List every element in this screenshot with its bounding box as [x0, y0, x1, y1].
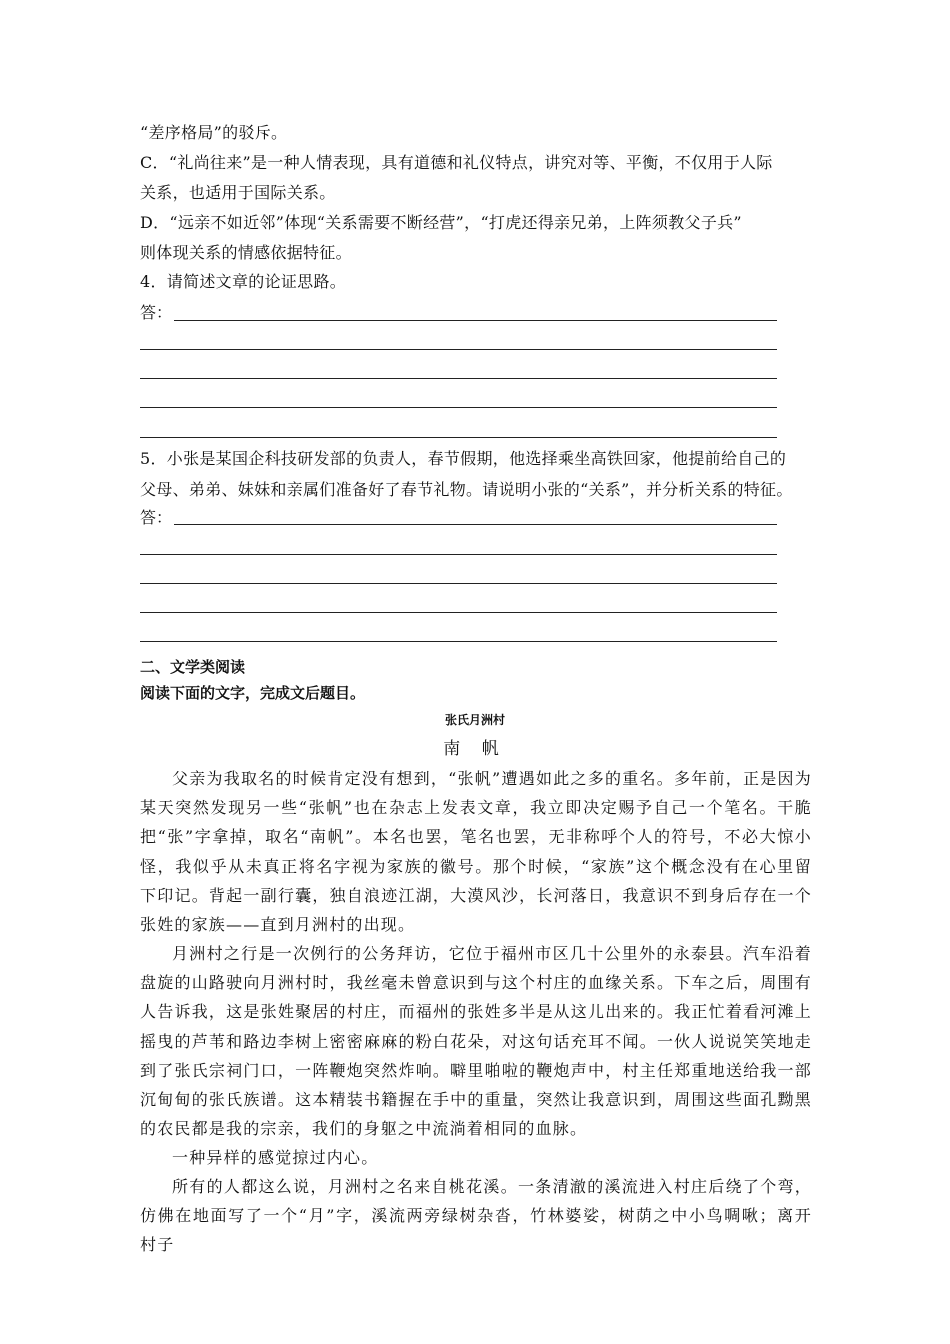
question-5-answer-line[interactable]: [140, 641, 777, 642]
option-c-line2: 关系，也适用于国际关系。: [140, 183, 336, 202]
article-paragraph-2: 月洲村之行是一次例行的公务拜访，它位于福州市区几十公里外的永泰县。汽车沿着盘旋的山路驶向月洲村时，我丝毫未曾意识到与这个村庄的血缘关系。下车之后，周围有人告诉我，这是张姓聚居的村庄，而福州的张姓多半是从这儿出来的。我正忙着看河滩上摇曳的芦苇和路边李树上密密麻麻的粉白花朵，对这句话充耳不闻。一伙人说说笑笑地走到了张氏宗祠门口，一阵鞭炮突然炸响。噼里啪啦的鞭炮声中，村主任郑重地送给我一部沉甸甸的张氏族谱。这本精装书籍握在手中的重量，突然让我意识到，周围这些面孔黝黑的农民都是我的宗亲，我们的身躯之中流淌着相同的血脉。: [140, 944, 812, 1139]
question-5-prompt-line1: 5．小张是某国企科技研发部的负责人，春节假期，他选择乘坐高铁回家，他提前给自己的: [140, 449, 787, 468]
question-4-prompt: 4．请简述文章的论证思路。: [140, 272, 347, 291]
section-heading: 二、文学类阅读: [140, 658, 246, 676]
section-instruction: 阅读下面的文字，完成文后题目。: [140, 684, 366, 702]
article-paragraph-1: 父亲为我取名的时候肯定没有想到，“张帆”遭遇如此之多的重名。多年前，正是因为某天突然发现另一些“张帆”也在杂志上发表文章，我立即决定赐予自己一个笔名。干脆把“张”字拿掉，取名“南帆”。本名也罢，笔名也罢，无非称呼个人的符号，不必大惊小怪，我似乎从未真正将名字视为家族的徽号。那个时候，“家族”这个概念没有在心里留下印记。背起一副行囊，独自浪迹江湖，大漠风沙，长河落日，我意识不到身后存在一个张姓的家族——直到月洲村的出现。: [140, 769, 812, 935]
question-5-answer-line[interactable]: [140, 583, 777, 584]
question-4-answer-line[interactable]: [140, 407, 777, 408]
question-5-answer-label: 答：: [140, 508, 173, 527]
article-title: 张氏月洲村: [444, 713, 505, 727]
article-author: 南 帆: [443, 739, 507, 759]
option-c-line1: C．“礼尚往来”是一种人情表现，具有道德和礼仪特点，讲究对等、平衡，不仅用于人际: [140, 153, 773, 172]
question-5-prompt-line2: 父母、弟弟、妹妹和亲属们准备好了春节礼物。请说明小张的“关系”，并分析关系的特征。: [140, 480, 793, 499]
question-5-answer-line[interactable]: [174, 524, 777, 525]
option-d-line2: 则体现关系的情感依据特征。: [140, 243, 352, 262]
question-5-answer-line[interactable]: [140, 612, 777, 613]
question-4-answer-line[interactable]: [140, 437, 777, 438]
question-4-answer-line[interactable]: [140, 378, 777, 379]
question-4-answer-line[interactable]: [140, 349, 777, 350]
question-5-answer-line[interactable]: [140, 554, 777, 555]
article-paragraph-3: 一种异样的感觉掠过内心。: [172, 1148, 379, 1167]
question-4-answer-label: 答：: [140, 303, 173, 322]
article-paragraph-4: 所有的人都这么说，月洲村之名来自桃花溪。一条清澈的溪流进入村庄后绕了个弯，仿佛在地面写了一个“月”字，溪流两旁绿树杂沓，竹林婆娑，树荫之中小鸟啁啾；离开村子: [140, 1177, 812, 1255]
option-d-line1: D．“远亲不如近邻”体现“关系需要不断经营”，“打虎还得亲兄弟，上阵须教父子兵”: [140, 213, 742, 232]
question-4-answer-line[interactable]: [174, 320, 777, 321]
option-b-tail: “差序格局”的驳斥。: [140, 123, 288, 142]
